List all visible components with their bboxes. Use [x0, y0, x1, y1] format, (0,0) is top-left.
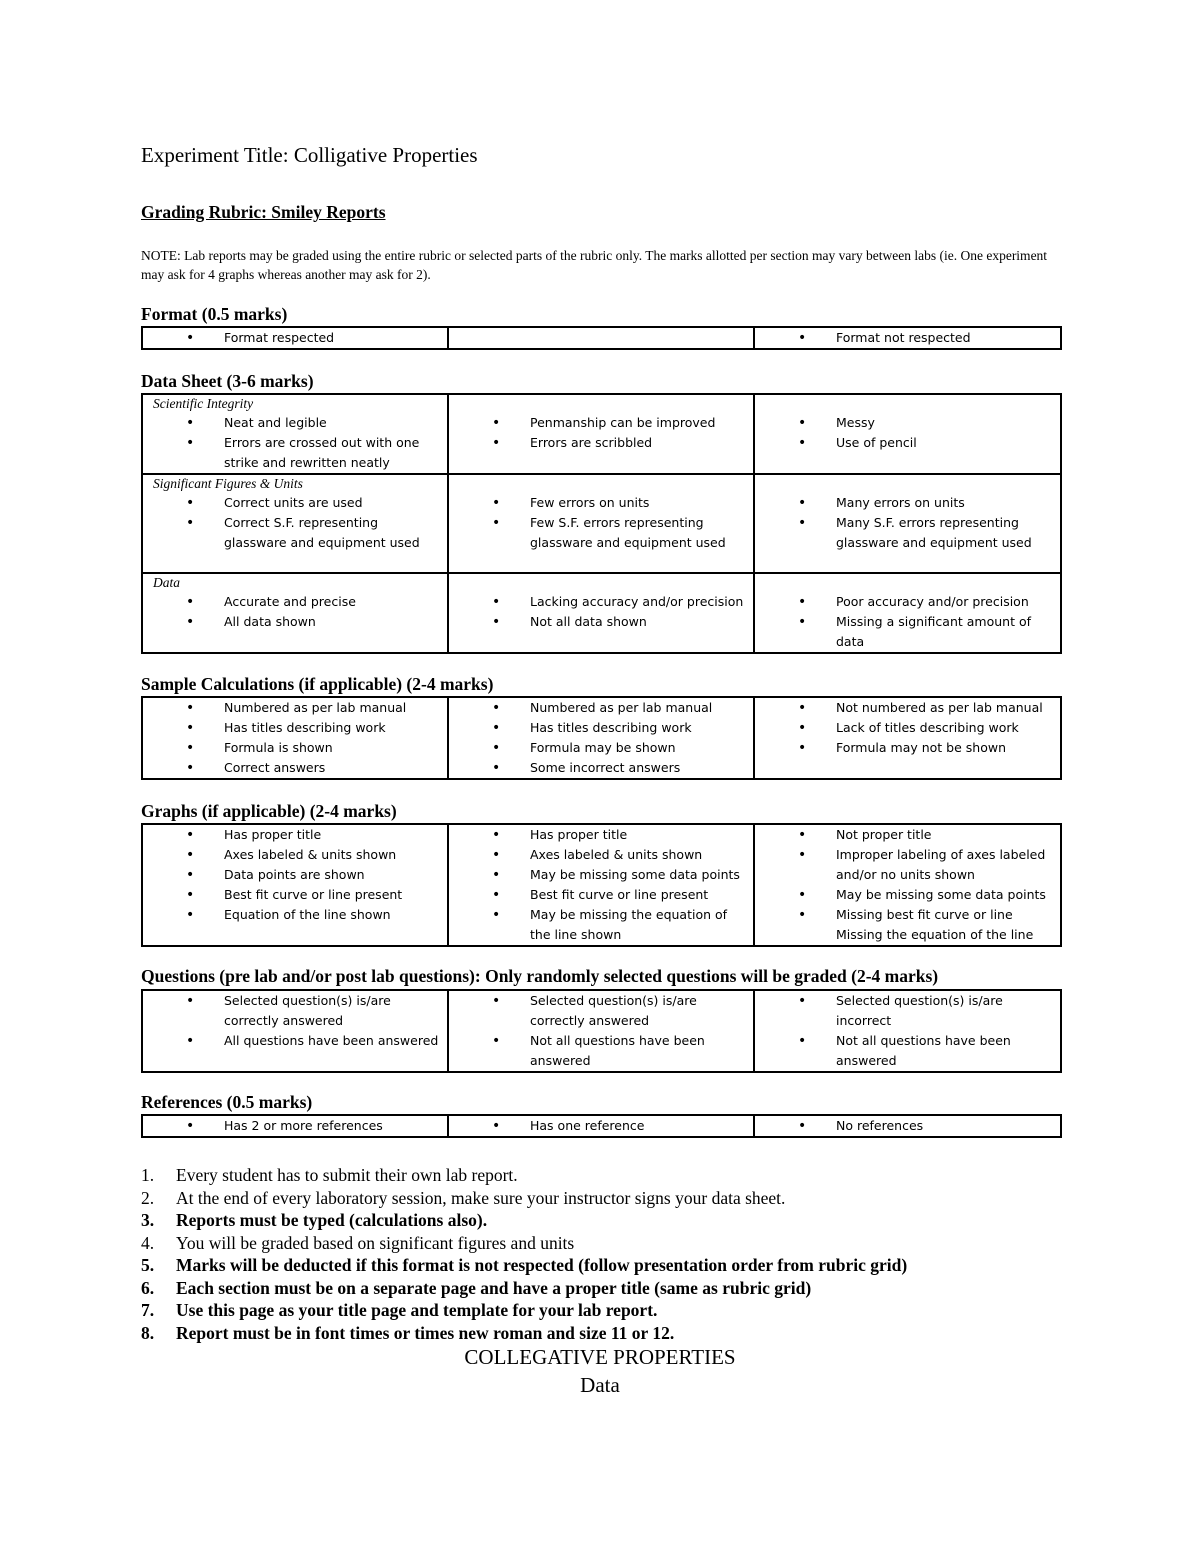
criteria-item: • Penmanship can be improved: [449, 413, 753, 433]
criteria-item: • No references: [755, 1116, 1060, 1136]
references-heading: References (0.5 marks): [141, 1092, 313, 1112]
questions-col-mid: [448, 990, 754, 1072]
graphs-heading: Graphs (if applicable) (2-4 marks): [141, 801, 397, 821]
criteria-item: • Errors are crossed out with one strike and rewritten neatly: [143, 433, 447, 473]
calc-col-good: [142, 697, 448, 779]
sample-calc-heading: Sample Calculations (if applicable) (2-4 marks): [141, 674, 494, 694]
criteria-list: [143, 592, 447, 632]
criteria-item: • Neat and legible: [143, 413, 447, 433]
criteria-list: [143, 991, 447, 1051]
criteria-item: • May be missing the equation of the line shown: [449, 905, 753, 945]
criteria-item: • Data points are shown: [143, 865, 447, 885]
criteria-item: • Has titles describing work: [449, 718, 753, 738]
data-col-poor: [754, 573, 1061, 653]
criteria-list: [755, 413, 1060, 453]
instruction-item: 2. At the end of every laboratory session, make sure your instructor signs your data sheet.: [141, 1187, 786, 1208]
criteria-item: • May be missing some data points: [755, 885, 1060, 905]
category-label: Scientific Integrity: [153, 396, 254, 411]
criteria-list: [755, 698, 1060, 758]
format-col-poor: [754, 327, 1061, 349]
rubric-subtitle: Grading Rubric: Smiley Reports: [141, 202, 386, 222]
criteria-item: • Correct units are used: [143, 493, 447, 513]
criteria-list: [143, 413, 447, 473]
criteria-item: • All questions have been answered: [143, 1031, 447, 1051]
footer-title: COLLEGATIVE PROPERTIES: [464, 1345, 736, 1369]
criteria-item: • Has proper title: [449, 825, 753, 845]
criteria-list: [755, 493, 1060, 553]
questions-table: [141, 989, 1062, 1073]
criteria-list: [143, 698, 447, 778]
sigfig-col-poor: [754, 474, 1061, 573]
criteria-item: • Axes labeled & units shown: [143, 845, 447, 865]
criteria-list: [143, 493, 447, 553]
criteria-item: • Many S.F. errors representing glassware and equipment used: [755, 513, 1060, 553]
criteria-item: • Not all data shown: [449, 612, 753, 632]
criteria-item: • Not all questions have been answered: [449, 1031, 753, 1071]
criteria-item: • Format not respected: [755, 328, 1060, 348]
criteria-list: [449, 698, 753, 778]
criteria-list: [449, 592, 753, 632]
criteria-list: [449, 991, 753, 1071]
data-sheet-heading: Data Sheet (3-6 marks): [141, 371, 314, 391]
format-table: [141, 326, 1062, 350]
instruction-item: 7. Use this page as your title page and template for your lab report.: [141, 1300, 658, 1320]
criteria-list: [143, 825, 447, 925]
sample-calc-table: [141, 696, 1062, 780]
rubric-note: NOTE: Lab reports may be graded using the entire rubric or selected parts of the rubric only. The marks allotted per section may vary between labs (ie. One experiment may ask for 4 graphs whereas another may ask for 2).: [141, 248, 1048, 282]
criteria-item: • Some incorrect answers: [449, 758, 753, 778]
criteria-item: • All data shown: [143, 612, 447, 632]
instruction-item: 5. Marks will be deducted if this format is not respected (follow presentation order from rubric grid): [141, 1255, 908, 1275]
criteria-item: • Formula is shown: [143, 738, 447, 758]
criteria-item: • Not proper title: [755, 825, 1060, 845]
criteria-item: • Correct S.F. representing glassware and equipment used: [143, 513, 447, 553]
format-heading: Format (0.5 marks): [141, 304, 288, 324]
instruction-item: 6. Each section must be on a separate page and have a proper title (same as rubric grid): [141, 1277, 812, 1298]
criteria-item: • Has 2 or more references: [143, 1116, 447, 1136]
category-label: Significant Figures & Units: [153, 476, 303, 491]
criteria-list: [755, 328, 1060, 348]
criteria-item: • Missing best fit curve or line Missing the equation of the line: [755, 905, 1060, 945]
criteria-item: • Few S.F. errors representing glassware and equipment used: [449, 513, 753, 553]
criteria-item: • Lack of titles describing work: [755, 718, 1060, 738]
format-col-mid: [448, 327, 754, 349]
criteria-item: • Axes labeled & units shown: [449, 845, 753, 865]
criteria-item: • Accurate and precise: [143, 592, 447, 612]
criteria-item: • Formula may be shown: [449, 738, 753, 758]
references-col-good: [142, 1115, 448, 1137]
criteria-item: • Selected question(s) is/are correctly answered: [449, 991, 753, 1031]
references-col-mid: [448, 1115, 754, 1137]
graphs-table: [141, 823, 1062, 947]
instruction-item: 1. Every student has to submit their own lab report.: [141, 1165, 518, 1185]
graphs-col-mid: [448, 824, 754, 946]
questions-col-good: [142, 990, 448, 1072]
criteria-list: [143, 1116, 447, 1136]
criteria-item: • Selected question(s) is/are correctly answered: [143, 991, 447, 1031]
references-table: [141, 1114, 1062, 1138]
sigfig-col-good: [142, 474, 448, 573]
criteria-item: • Poor accuracy and/or precision: [755, 592, 1060, 612]
criteria-item: • Has one reference: [449, 1116, 753, 1136]
experiment-title: Experiment Title: Colligative Properties: [141, 143, 478, 167]
integrity-col-poor: [754, 394, 1061, 474]
criteria-list: [449, 493, 753, 553]
instructions-list: [141, 1164, 1071, 1344]
criteria-item: • Formula may not be shown: [755, 738, 1060, 758]
criteria-item: • Improper labeling of axes labeled and/or no units shown: [755, 845, 1060, 885]
criteria-list: [449, 413, 753, 453]
criteria-item: • Messy: [755, 413, 1060, 433]
graphs-col-good: [142, 824, 448, 946]
questions-col-poor: [754, 990, 1061, 1072]
criteria-item: • Many errors on units: [755, 493, 1060, 513]
criteria-item: • Format respected: [143, 328, 447, 348]
criteria-item: • Not numbered as per lab manual: [755, 698, 1060, 718]
integrity-col-good: [142, 394, 448, 474]
instruction-item: 4. You will be graded based on significant figures and units: [141, 1232, 575, 1253]
criteria-list: [449, 1116, 753, 1136]
format-col-good: [142, 327, 448, 349]
criteria-item: • Has proper title: [143, 825, 447, 845]
criteria-list: [449, 825, 753, 945]
criteria-list: [755, 1116, 1060, 1136]
criteria-item: • Selected question(s) is/are incorrect: [755, 991, 1060, 1031]
footer-subtitle: Data: [580, 1373, 620, 1397]
criteria-item: • Errors are scribbled: [449, 433, 753, 453]
criteria-item: • May be missing some data points: [449, 865, 753, 885]
sigfig-col-mid: [448, 474, 754, 573]
criteria-list: [755, 825, 1060, 945]
references-col-poor: [754, 1115, 1061, 1137]
criteria-item: • Few errors on units: [449, 493, 753, 513]
data-col-good: [142, 573, 448, 653]
category-label: Data: [153, 575, 180, 590]
criteria-item: • Lacking accuracy and/or precision: [449, 592, 753, 612]
calc-col-poor: [754, 697, 1061, 779]
integrity-col-mid: [448, 394, 754, 474]
criteria-item: • Best fit curve or line present: [143, 885, 447, 905]
criteria-item: • Correct answers: [143, 758, 447, 778]
data-sheet-table: [141, 393, 1062, 654]
criteria-item: • Has titles describing work: [143, 718, 447, 738]
criteria-item: • Not all questions have been answered: [755, 1031, 1060, 1071]
graphs-col-poor: [754, 824, 1061, 946]
instruction-item: 8. Report must be in font times or times new roman and size 11 or 12.: [141, 1322, 675, 1343]
instruction-item: 3. Reports must be typed (calculations also).: [141, 1210, 488, 1230]
criteria-item: • Numbered as per lab manual: [143, 698, 447, 718]
criteria-list: [143, 328, 447, 348]
criteria-item: • Use of pencil: [755, 433, 1060, 453]
data-col-mid: [448, 573, 754, 653]
calc-col-mid: [448, 697, 754, 779]
criteria-item: • Numbered as per lab manual: [449, 698, 753, 718]
criteria-item: • Equation of the line shown: [143, 905, 447, 925]
criteria-list: [755, 991, 1060, 1071]
criteria-item: • Best fit curve or line present: [449, 885, 753, 905]
questions-heading: Questions (pre lab and/or post lab questions): Only randomly selected questions will be graded (2-4 marks): [141, 966, 939, 986]
criteria-list: [755, 592, 1060, 652]
criteria-item: • Missing a significant amount of data: [755, 612, 1060, 652]
